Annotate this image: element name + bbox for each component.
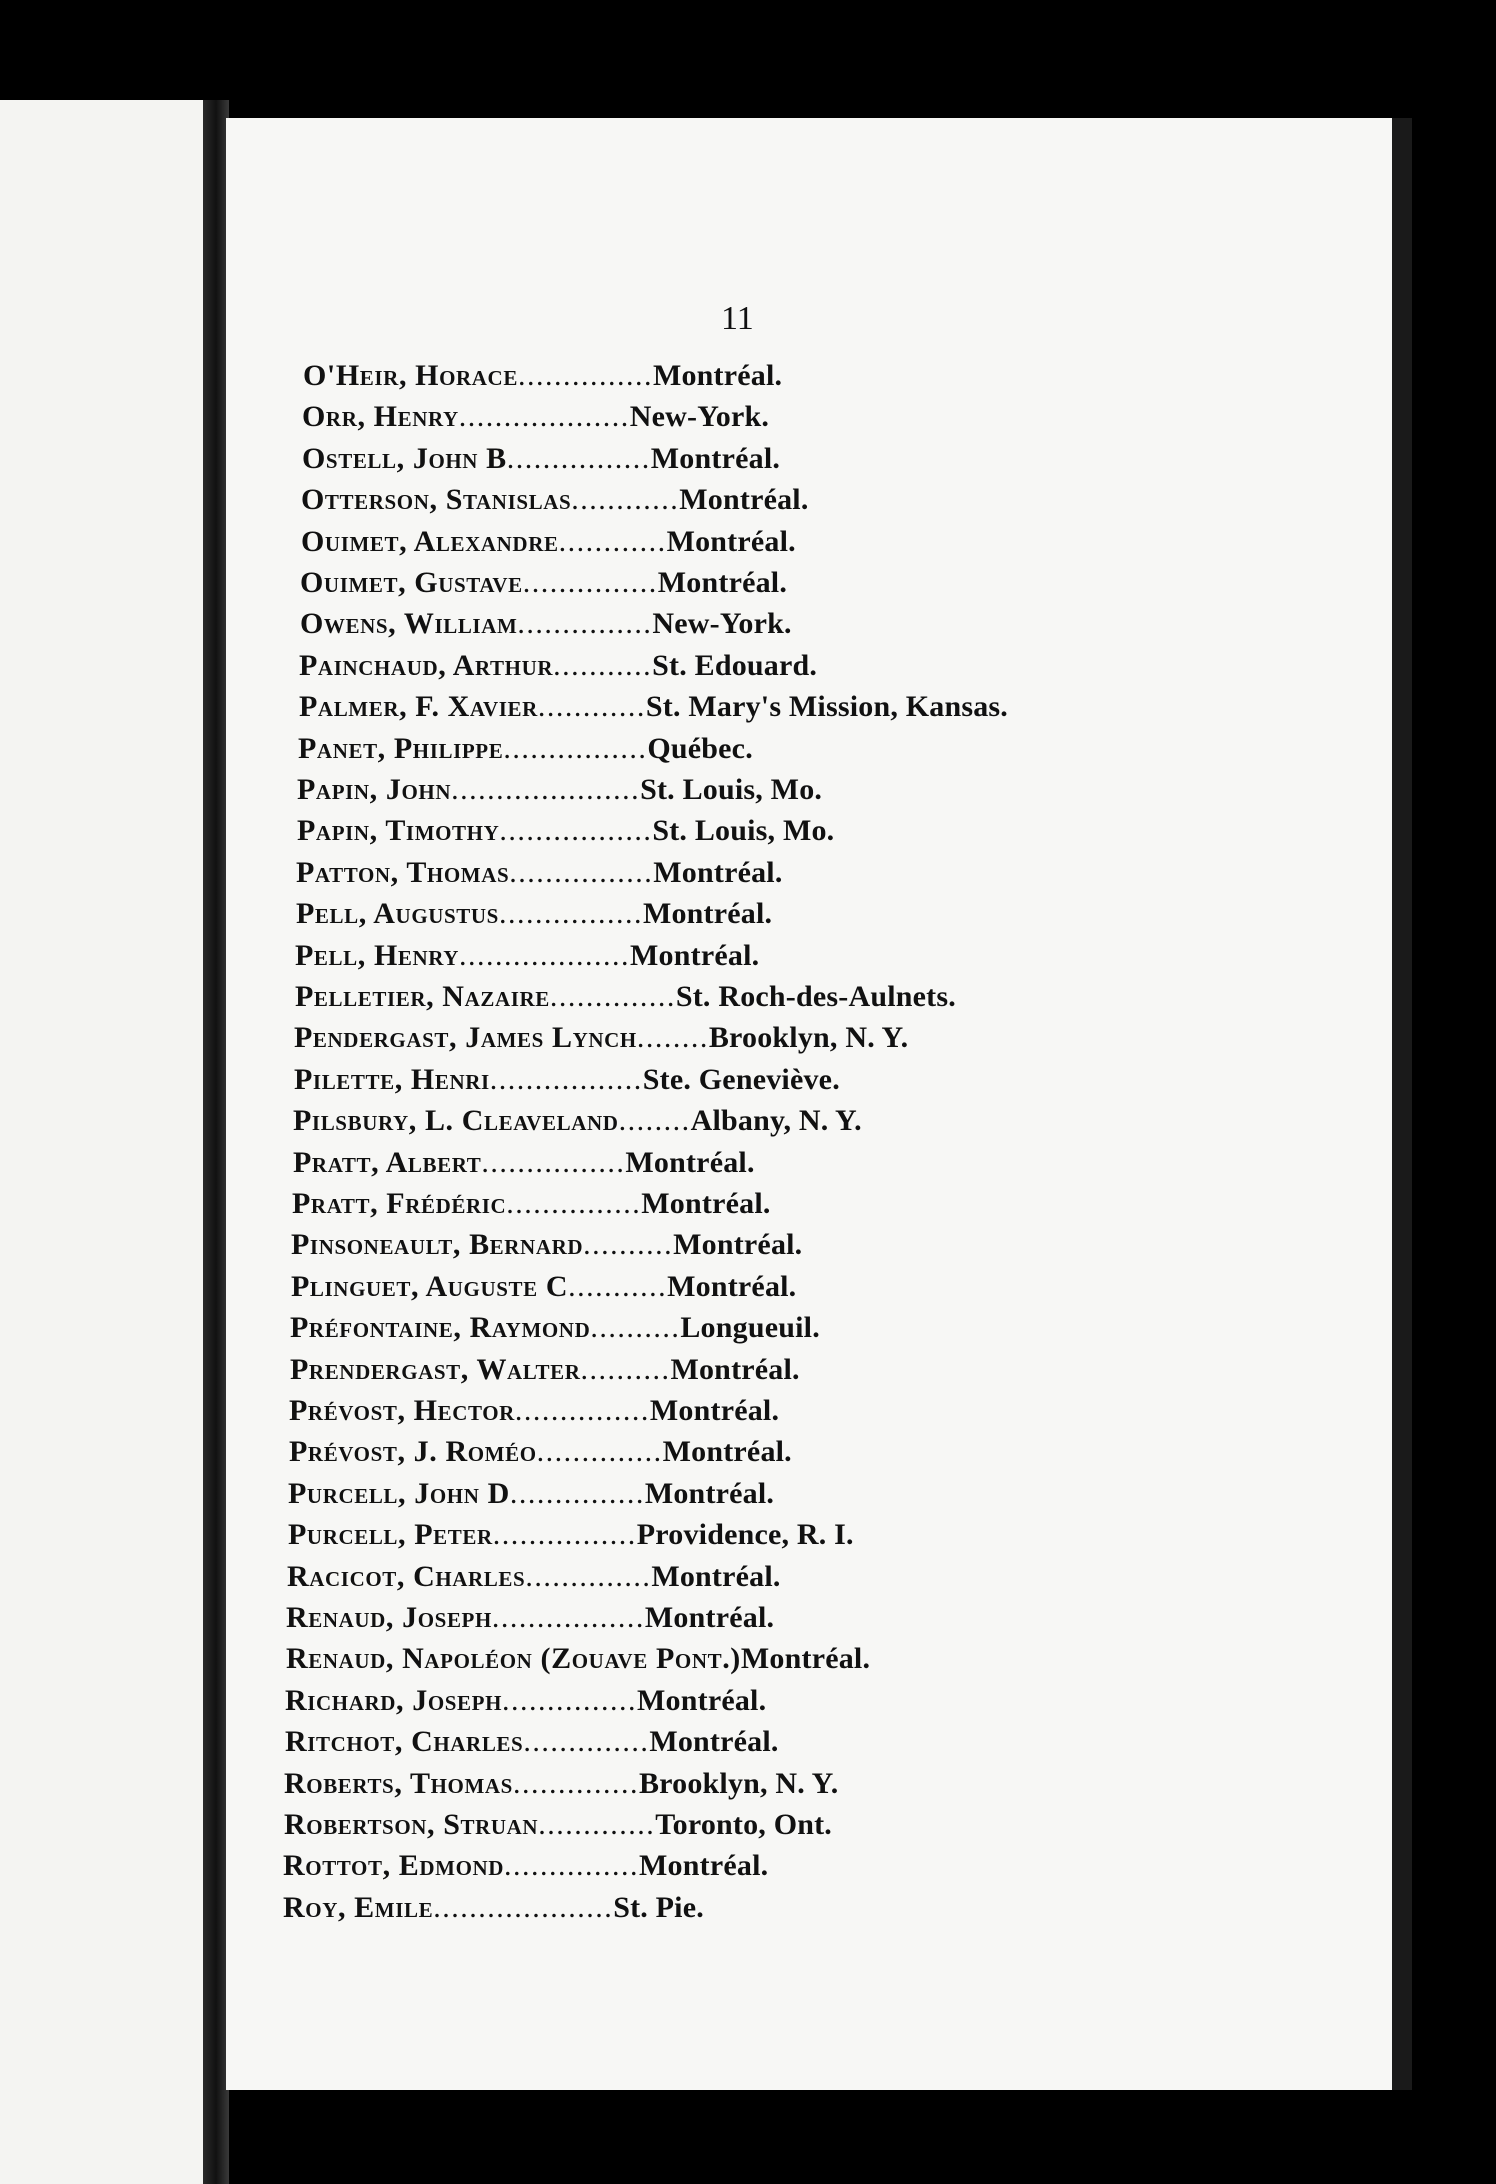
entry-name: Ostell, John B (302, 441, 507, 475)
entry-name: Pratt, Albert (293, 1145, 482, 1179)
entry-name: Panet, Philippe (298, 731, 504, 765)
directory-entry (290, 1352, 800, 1388)
directory-entry (289, 1434, 792, 1470)
entry-leader-dots: ........ (618, 1104, 691, 1138)
directory-entry (301, 524, 796, 560)
entry-place: Ste. Geneviève. (642, 1062, 840, 1096)
entry-leader-dots: .............. (549, 980, 676, 1013)
entry-leader-dots: ................ (503, 731, 648, 765)
entry-leader-dots: ..................... (451, 773, 641, 806)
entry-place: Montréal. (666, 524, 796, 558)
entry-place: Montréal. (652, 359, 783, 392)
entry-name: Pendergast, James Lynch (294, 1021, 637, 1055)
entry-place: Montréal. (639, 1849, 769, 1883)
entry-leader-dots: ............... (504, 1849, 640, 1883)
directory-entry (293, 1145, 755, 1181)
entry-leader-dots: ............... (517, 607, 653, 641)
entry-name: Roy, Emile (283, 1890, 434, 1924)
entry-leader-dots: .............. (525, 1559, 652, 1593)
entry-place: Montréal. (679, 483, 809, 517)
directory-entry (296, 896, 772, 932)
entry-leader-dots: ................. (491, 1601, 645, 1634)
directory-entry (293, 1103, 862, 1139)
entry-name: Renaud, Napoléon (Zouave Pont.) (286, 1642, 741, 1676)
entry-name: Pinsoneault, Bernard (291, 1228, 584, 1262)
entry-place: Québec. (647, 731, 753, 765)
entry-place: Montréal. (653, 855, 783, 889)
entry-leader-dots: ................... (458, 400, 630, 434)
entry-name: Orr, Henry (302, 400, 459, 434)
entry-leader-dots: ................... (459, 938, 631, 972)
entry-leader-dots: ............... (509, 1476, 645, 1510)
directory-entry (292, 1186, 771, 1222)
entry-leader-dots: .......... (583, 1228, 674, 1262)
directory-entry (302, 399, 769, 435)
entry-name: Richard, Joseph (285, 1683, 503, 1717)
directory-entry (285, 1683, 766, 1719)
directory-entry (289, 1393, 779, 1429)
directory-entry (301, 482, 809, 518)
entry-leader-dots: ................. (499, 814, 653, 848)
entry-leader-dots: ............... (502, 1683, 638, 1717)
entry-name: Purcell, John D (288, 1476, 510, 1510)
directory-entry (283, 1890, 704, 1926)
entry-name: Pelletier, Nazaire (295, 980, 550, 1013)
directory-entry (285, 1724, 779, 1760)
entry-leader-dots: .............. (512, 1766, 639, 1800)
directory-entry (300, 606, 792, 642)
entry-place: Montréal. (641, 1187, 771, 1220)
directory-entry (284, 1766, 838, 1802)
entry-name: Patton, Thomas (296, 855, 510, 889)
entry-leader-dots: ........... (553, 648, 653, 682)
entry-name: Racicot, Charles (287, 1559, 526, 1593)
directory-entry (294, 1062, 840, 1098)
directory-entry (294, 1020, 908, 1056)
entry-place: Montréal. (670, 1352, 800, 1386)
entry-place: New-York. (652, 607, 792, 641)
directory-entry (298, 731, 753, 767)
directory-entry (290, 1310, 820, 1346)
page-number: 11 (721, 300, 754, 337)
entry-place: Providence, R. I. (636, 1518, 854, 1552)
entry-leader-dots: ................. (489, 1062, 643, 1096)
entry-place: St. Louis, Mo. (652, 814, 835, 848)
directory-entry (300, 565, 787, 601)
entry-place: Montréal. (625, 1145, 755, 1179)
entry-leader-dots: ................ (498, 897, 643, 931)
entry-place: Montréal. (649, 1725, 779, 1759)
entry-name: Ouimet, Gustave (300, 566, 523, 599)
entry-name: O'Heir, Horace (303, 359, 518, 392)
entry-place: Montréal. (650, 441, 781, 475)
entry-name: Palmer, F. Xavier (299, 690, 538, 724)
directory-entry (288, 1476, 774, 1512)
entry-place: Montréal. (637, 1683, 767, 1717)
directory-entry (286, 1600, 774, 1636)
entry-leader-dots: ............... (514, 1394, 650, 1427)
directory-entry (286, 1641, 870, 1677)
directory-entry (284, 1807, 832, 1843)
entry-place: Montréal. (662, 1435, 792, 1469)
entry-place: Montréal. (644, 1476, 775, 1510)
entry-leader-dots: .................... (433, 1890, 614, 1924)
entry-leader-dots: ............. (538, 1808, 656, 1841)
entry-name: Rottot, Edmond (283, 1849, 505, 1883)
entry-leader-dots: ............ (537, 690, 646, 724)
entry-name: Prévost, J. Roméo (289, 1435, 537, 1469)
entry-leader-dots: .............. (536, 1435, 663, 1469)
entry-place: St. Pie. (613, 1890, 704, 1924)
entry-place: Montréal. (667, 1269, 797, 1303)
entry-place: Brooklyn, N. Y. (708, 1021, 909, 1055)
directory-entry (297, 813, 834, 849)
entry-place: Brooklyn, N. Y. (638, 1766, 839, 1800)
entry-name: Pell, Augustus (296, 897, 499, 931)
entry-name: Papin, Timothy (297, 814, 500, 848)
entry-name: Préfontaine, Raymond (290, 1311, 591, 1345)
entry-name: Renaud, Joseph (286, 1601, 492, 1634)
directory-entry (297, 772, 822, 808)
entry-place: Montréal. (630, 938, 760, 972)
entry-name: Prévost, Hector (289, 1394, 515, 1427)
entry-place: Montréal. (651, 1559, 781, 1593)
entry-leader-dots: ............... (506, 1187, 642, 1220)
entry-place: St. Mary's Mission, Kansas. (645, 690, 1009, 724)
entry-leader-dots: ................ (481, 1145, 626, 1179)
directory-entry (302, 441, 780, 477)
entry-name: Robertson, Struan (284, 1808, 539, 1841)
directory-entry (291, 1269, 796, 1305)
directory-entry (299, 689, 1008, 725)
directory-entry (291, 1227, 802, 1263)
entry-name: Plinguet, Auguste C (291, 1269, 569, 1303)
directory-entry (295, 979, 956, 1015)
directory-entry (283, 1848, 768, 1884)
entry-leader-dots: ............... (517, 359, 653, 392)
directory-entry (295, 938, 759, 974)
directory-entry (288, 1517, 854, 1553)
entry-leader-dots: ........... (568, 1269, 668, 1303)
entry-leader-dots: ................ (506, 441, 651, 475)
entry-place: Montréal. (740, 1642, 871, 1676)
entry-place: New-York. (629, 400, 770, 434)
entry-place: Toronto, Ont. (655, 1808, 833, 1841)
entry-name: Prendergast, Walter (290, 1352, 581, 1386)
entry-place: Longueuil. (680, 1311, 820, 1345)
entry-name: Purcell, Peter (288, 1518, 493, 1552)
entry-place: Montréal. (649, 1394, 780, 1427)
entry-name: Roberts, Thomas (284, 1766, 513, 1800)
entry-leader-dots: ................ (492, 1518, 637, 1552)
entry-leader-dots: .......... (590, 1311, 681, 1345)
directory-entry (287, 1559, 781, 1595)
entry-name: Otterson, Stanislas (301, 483, 572, 517)
entry-name: Ritchot, Charles (285, 1725, 524, 1759)
entry-leader-dots: ............... (522, 566, 658, 599)
directory-entry (296, 855, 783, 891)
entry-place: Montréal. (642, 897, 773, 931)
directory-entry (303, 358, 782, 394)
entry-place: Montréal. (657, 566, 788, 599)
entry-name: Owens, William (300, 607, 518, 641)
directory-entry (299, 648, 817, 684)
entry-leader-dots: ................ (509, 855, 654, 889)
entry-name: Pilsbury, L. Cleaveland (293, 1104, 619, 1138)
entry-name: Pilette, Henri (294, 1062, 490, 1096)
entry-place: St. Louis, Mo. (640, 773, 823, 806)
entry-place: Montréal. (644, 1601, 775, 1634)
entry-leader-dots: ............ (571, 483, 680, 517)
entry-place: St. Roch-des-Aulnets. (675, 980, 956, 1013)
entry-leader-dots: ............ (558, 524, 667, 558)
entry-name: Pratt, Frédéric (292, 1187, 507, 1220)
entry-place: Montréal. (673, 1228, 803, 1262)
entry-name: Papin, John (297, 773, 452, 806)
entry-name: Ouimet, Alexandre (301, 524, 559, 558)
entry-leader-dots: ........ (636, 1021, 709, 1055)
entry-leader-dots: .............. (523, 1725, 650, 1759)
entry-name: Painchaud, Arthur (299, 648, 554, 682)
entry-place: Albany, N. Y. (690, 1104, 862, 1138)
entry-leader-dots: .......... (580, 1352, 671, 1386)
entry-place: St. Edouard. (652, 648, 818, 682)
entry-name: Pell, Henry (295, 938, 460, 972)
